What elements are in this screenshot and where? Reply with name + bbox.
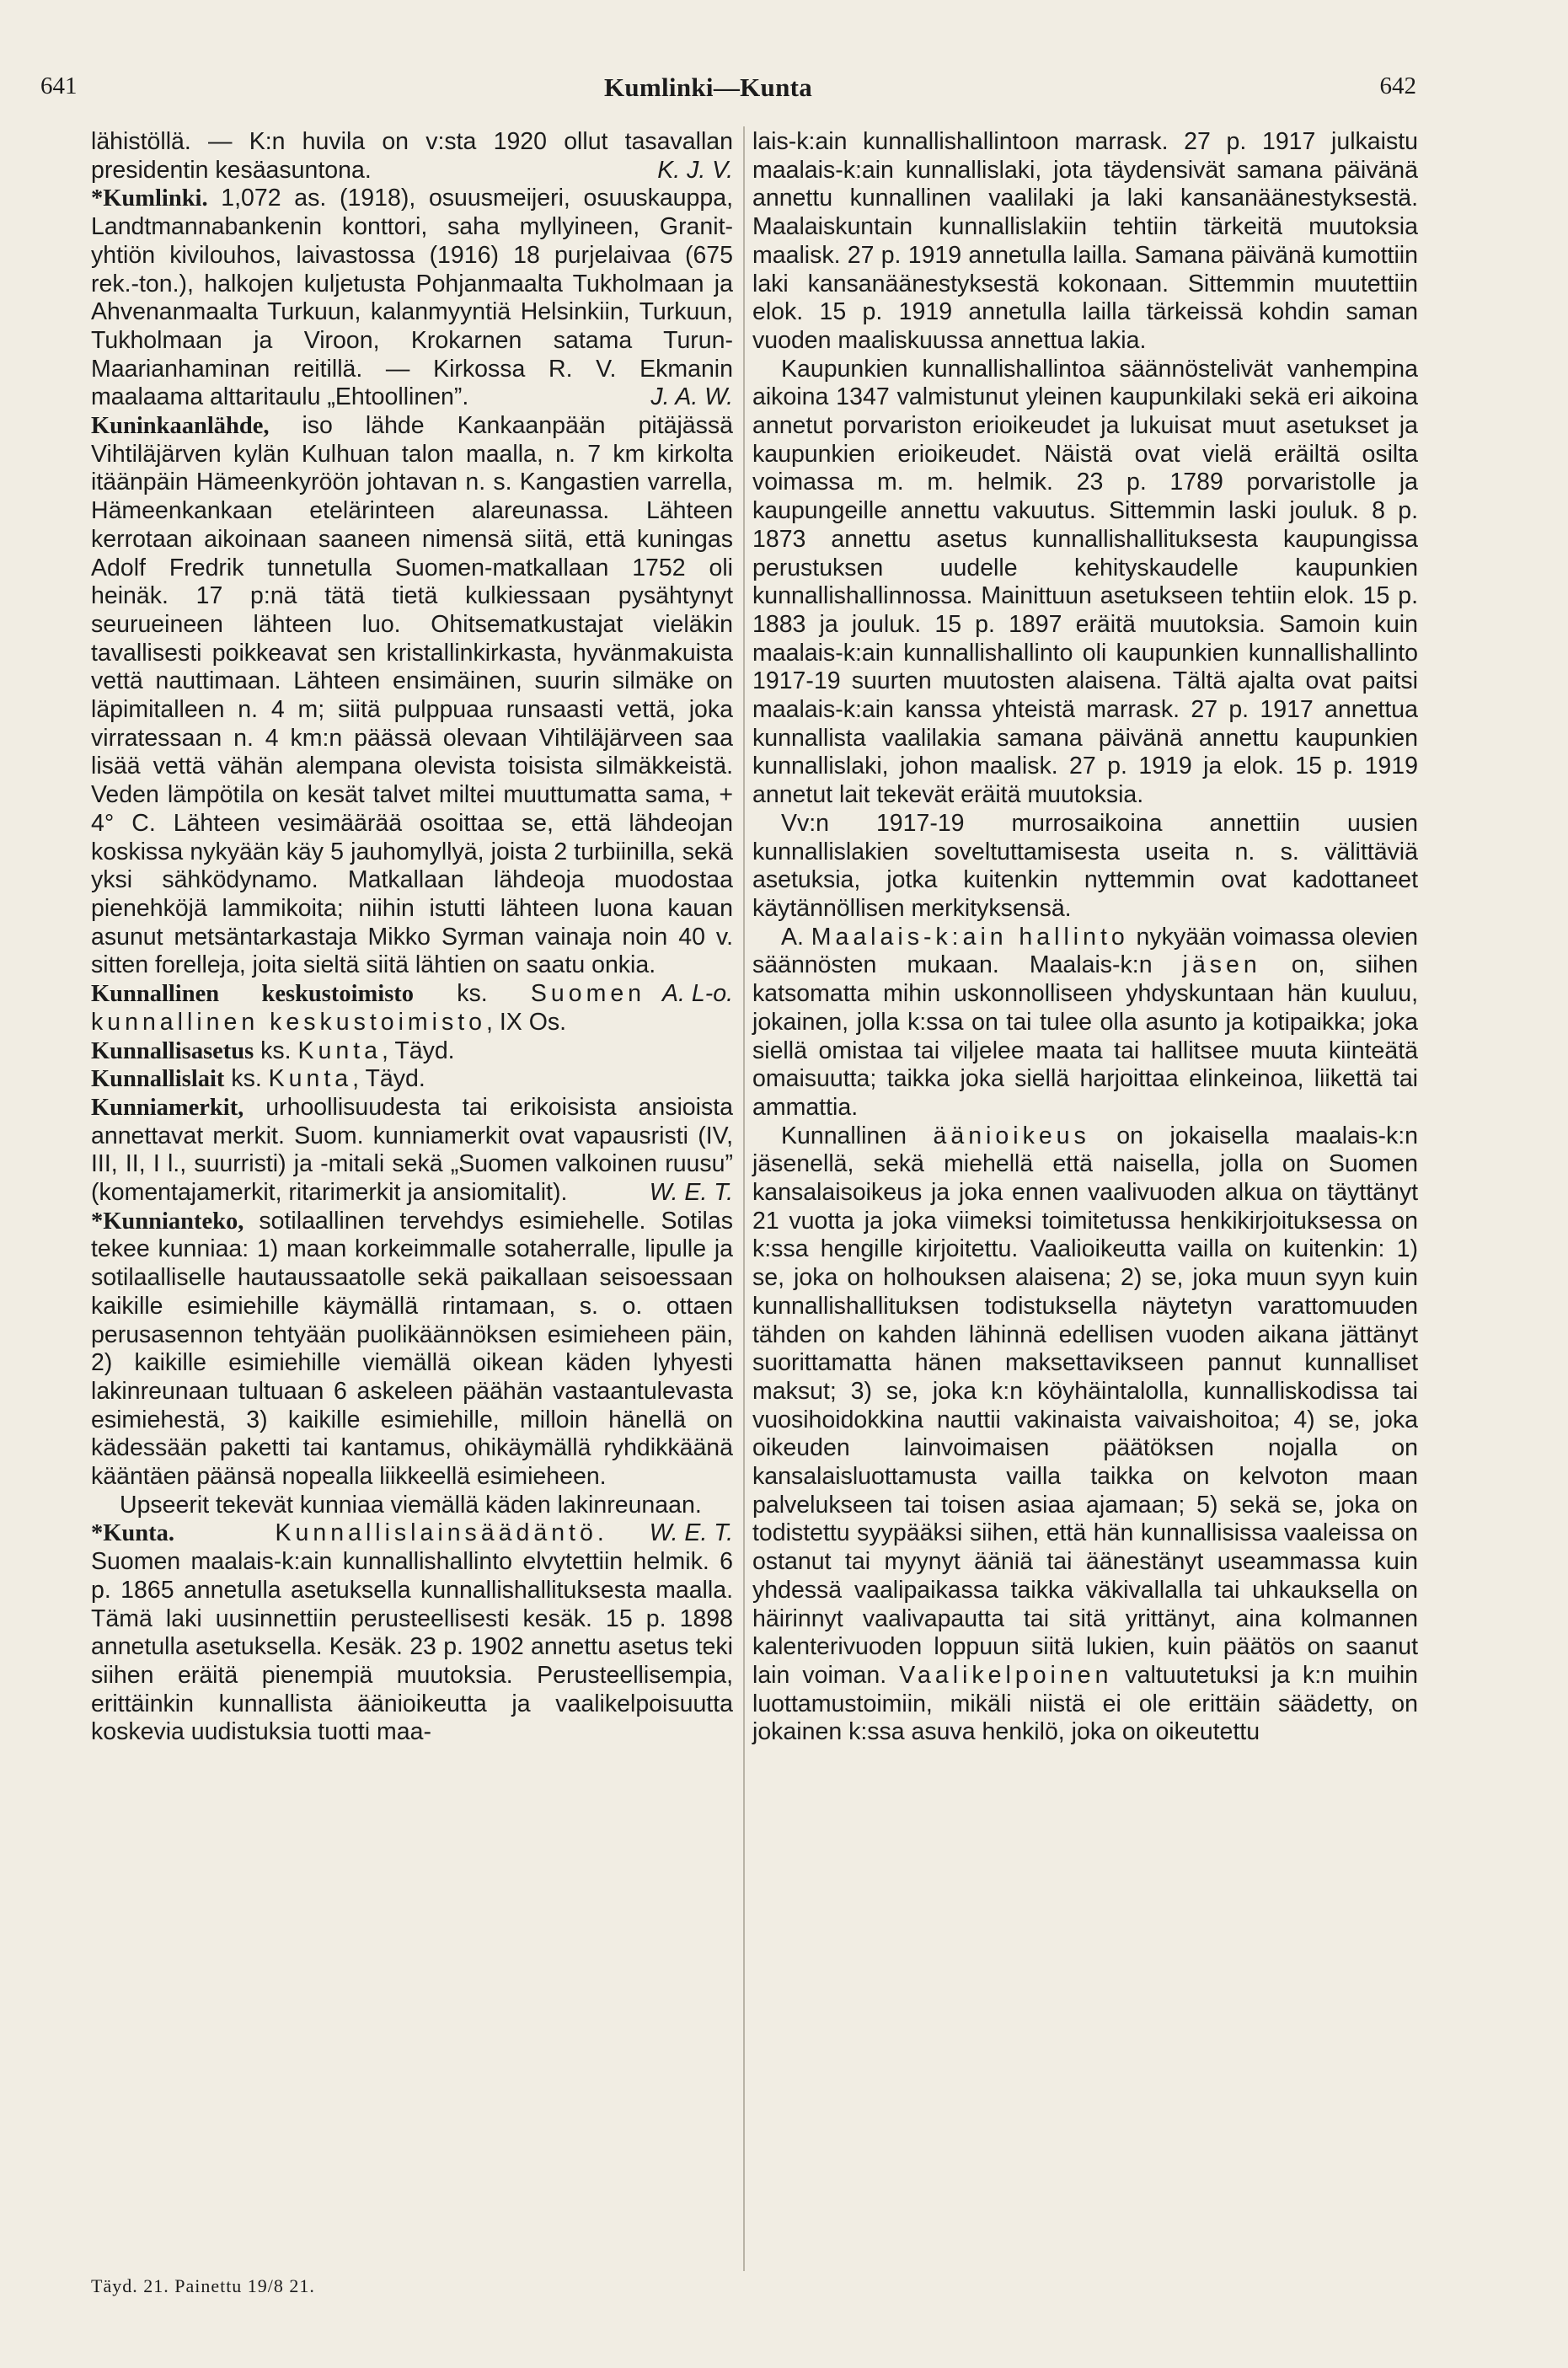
kunta-paragraph-3: Vv:n 1917-19 murrosaikoina annettiin uusien kunnallislakien soveltuttamisesta useita n. s. välittäviä asetuksia, jotka kuitenkin nyttemmin ovat kadottaneet käytännöllisen merkityksensä. xyxy=(752,809,1418,922)
signature: J. A. W. xyxy=(650,383,733,411)
page-number-left: 641 xyxy=(40,72,78,99)
signature: W. E. T. xyxy=(649,1179,733,1207)
headword: *Kunta. xyxy=(91,1520,174,1547)
kunta-paragraph-4: A. Maalais-k:ain hallinto nykyään voimassa olevien säännösten mukaan. Maalais-k:n jäsen on, siihen katsomatta mihin uskonnolliseen yhdyskuntaan hän kuuluu, jokainen, jolla k:ssa on tai tulee olla asunto ja kotipaikka; joka siellä omistaa tai viljelee maata tai hallitsee muuta kiinteätä omaisuutta; taikka joka siellä harjoittaa elinkeinoa, liikettä tai ammattia. xyxy=(752,923,1418,1121)
page-number-right: 642 xyxy=(1379,72,1416,99)
column-divider xyxy=(743,126,745,2271)
kunta-paragraph-2: Kaupunkien kunnallishallintoa säännöstelivät vanhempina aikoina 1347 valmistunut yleinen kaupunkilaki sekä eri aikoina annetut porvariston erioikeudet ja lukuisat muut asetukset ja kaupunkien erioikeudet. Näistä ovat vielä eräiltä osilta voimassa m. m. helmik. 23 p. 1789 porvaristolle ja kaupungeille annettu vakuutus. Sittemmin laski jouluk. 8 p. 1873 annettu asetus kunnallishallituksesta kaupungissa perustuksen uudelle kehityskaudelle kaupunkien kunnallishallinnossa. Mainittuun asetukseen tehtiin elok. 15 p. 1883 ja jouluk. 15 p. 1897 eräitä muutoksia. Samoin kuin maalais-k:ain kunnallishallinto oli kaupunkien kunnallishallinto 1917-19 suurten muutosten alaisena. Tältä ajalta ovat paitsi maalais-k:ain kanssa yhteistä marrask. 27 p. 1917 annettua kunnallista vaalilakia samana päivänä annettu kaupunkien kunnallislaki, johon maalisk. 27 p. 1919 ja elok. 15 p. 1919 annetut lait tekevät eräitä muutoksia. xyxy=(752,355,1418,809)
kunta-paragraph-1: lais-k:ain kunnallishallintoon marrask. 27 p. 1917 julkaistu maalais-k:ain kunnallislaki, jota täydensivät samana päivänä annettu kunnallinen vaalilaki ja laki kansanäänestyksestä. Maalaiskuntain kunnallislakiin tehtiin tärkeitä muutoksia maalisk. 27 p. 1919 annetulla lailla. Samana päivänä kumottiin laki kansanäänestyksestä kokonaan. Sittemmin muutettiin elok. 15 p. 1919 annetulla lailla tärkeissä kohdin saman vuoden maaliskuussa annettua lakia. xyxy=(752,128,1418,354)
signature: K. J. V. xyxy=(657,156,733,184)
entry-kunnallislait: Kunnallislait ks. Kunta, Täyd. xyxy=(91,1065,425,1093)
footer-print-note: Täyd. 21. Painettu 19/8 21. xyxy=(91,2275,315,2296)
headword: Kunnallisasetus xyxy=(91,1037,254,1064)
entry-kumlinki: *Kumlinki. 1,072 as. (1918), osuusmeijeri, osuuskauppa, Landtmannabankenin konttori, saha myllyineen, Granit-yhtiön kivilouhos, laivastossa (1916) 18 purjelaivaa (675 rek.-ton.), halkojen kuljetusta Pohjanmaalta Tukholmaan ja Ahvenanmaalta Turkuun, kalanmyyntiä Helsinkiin, Turkuun, Tukholmaan ja Viroon, Krokarnen satama Turun-Maarianhaminan reitillä. — Kirkossa R. V. Ekmanin maalaama alttaritaulu „Ehtoollinen”. J. A. W. xyxy=(91,185,733,411)
kunta-paragraph-5: Kunnallinen äänioikeus on jokaisella maalais-k:n jäsenellä, sekä miehellä että naisella, jolla on Suomen kansalaisoikeus ja joka ennen vaalivuoden alkua on täyttänyt 21 vuotta ja joka viimeksi toimitetussa henkikirjoituksessa on k:ssa hengille kirjoitettu. Vaalioikeutta vailla on kuitenkin: 1) se, joka on holhouksen alaisena; 2) se, joka muun syyn kuin kunnallishallituksen todistuksella näytetyn varattomuuden tähden on kahden lähinnä edellisen vuoden aikana jättänyt suorittamatta hänen maksettavikseen pannut kunnalliset maksut; 3) se, joka k:n köyhäintalolla, kunnalliskodissa tai vuosihoidokkina nauttii vakinaista vaivaishoitoa; 4) se, joka oikeuden lainvoimaisen päätöksen nojalla on kansalaisluottamusta vailla taikka on kelvoton maan palvelukseen tai toisen asiaa ajamaan; 5) sekä se, joka on todistettu syypääksi siihen, että hän kunnallisissa vaaleissa on ostanut tai myynyt ääniä tai äänestänyt useammassa kuin yhdessä vaalipaikassa taikka väkivallalla tai uhkauksella on häirinnyt vaalivapautta tai sitä yrittänyt, aina kolmannen kalenterivuoden loppuun siitä lukien, kuin päätös on saanut lain voiman. Vaalikelpoinen valtuutetuksi ja k:n muihin luottamustoimiin, mikäli niistä ei ole erittäin säädetty, on jokainen k:ssa asuva henkilö, joka on oikeutettu xyxy=(752,1122,1418,1746)
headword: Kunnallislait xyxy=(91,1066,225,1093)
signature: W. E. T. xyxy=(649,1519,733,1547)
running-head: Kumlinki—Kunta xyxy=(603,72,813,102)
right-column xyxy=(752,128,1418,1747)
entry-kuninkaanlahde: Kuninkaanlähde, iso lähde Kankaanpään pitäjässä Vihtiläjärven kylän Kulhuan talon maalla, n. 7 km kirkolta itäänpäin Hämeenkyröön johtavan n. s. Kangastien varrella, Hämeenkankaan etelärinteen alareunassa. Lähteen kerrotaan aikoinaan saaneen nimensä siitä, että kuningas Adolf Fredrik tunnetulla Suomen-matkallaan 1752 oli heinäk. 17 p:nä tätä tietä kulkiessaan pysähtynyt seurueineen lähteen luo. Ohitsematkustajat vieläkin tavallisesti poikkeavat sen kristallinkirkasta, hyvänmakuista vettä nauttimaan. Lähteen ensimäinen, suurin silmäke on läpimitalleen n. 4 m; siitä pulppuaa runsaasti vettä, joka virratessaan n. 4 km:n päässä olevaan Vihtiläjärveen saa lisää vettä vähän alempana olevista toisista silmäkkeistä. Veden lämpötila on kesät talvet miltei muuttumatta sama, + 4° C. Lähteen vesimäärää osoittaa se, että lähdeojan koskissa nykyään käy 5 jauhomyllyä, joista 2 turbiinilla, sekä yksi sähködynamo. Matkallaan lähdeoja muodostaa pienehköjä lammikoita; niihin istutti lähteen luona kauan asunut metsäntarkastaja Mikko Syrman vainaja noin 40 v. sitten forelleja, joita sieltä siitä lähtien on saatu onkia. A. L-o. xyxy=(91,412,733,1008)
entry-kunnianteko-officers: Upseerit tekevät kunniaa viemällä käden lakinreunaan. W. E. T. xyxy=(120,1491,733,1547)
entry-kunnallinen-keskustoimisto: Kunnallinen keskustoimisto ks. Suomen kunnallinen keskustoimisto, IX Os. xyxy=(91,980,646,1036)
entry-kunta: *Kunta. Kunnallislainsäädäntö. Suomen maalais-k:ain kunnallishallinto elvytettiin helmik. 6 p. 1865 annetulla asetuksella kunnallishallituksesta maalla. Tämä laki uusinnettiin perusteellisesti kesäk. 15 p. 1898 annetulla asetuksella. Kesäk. 23 p. 1902 annettu asetus teki siihen eräitä pienempiä muutoksia. Perusteellisempia, erittäinkin kunnallista äänioikeutta ja vaalikelpoisuutta koskevia uudistuksia tuotti maa- xyxy=(91,1519,733,1746)
entry-kunnallisasetus: Kunnallisasetus ks. Kunta, Täyd. xyxy=(91,1037,455,1064)
signature: A. L-o. xyxy=(662,980,733,1008)
entry-kunnianteko: *Kunnianteko, sotilaallinen tervehdys esimiehelle. Sotilas tekee kunniaa: 1) maan korkeimmalle sotaherralle, lipulle ja sotilaalliselle hautaussaatolle sekä paikallaan seisoessaan kaikille esimiehille käymällä rintamaan, s. o. ottaen perusasennon tehtyään puolikäännöksen esimieheen päin, 2) kaikille esimiehille viemällä oikean käden lyhyesti lakinreunaan tultuaan 6 askeleen päähän vastaantulevasta esimiehestä, 3) kaikille esimiehille, milloin hänellä on kädessään paketti tai kantamus, ohikäymällä ryhdikkäänä kääntäen päänsä nopealla liikkeellä esimieheen. xyxy=(91,1207,733,1491)
entry-kunniamerkit: Kunniamerkit, urhoollisuudesta tai erikoisista ansioista annettavat merkit. Suom. kunniamerkit ovat vapausristi (IV, III, II, I l., suurristi) ja -mitali sekä „Suomen valkoinen ruusu” (komentajamerkit, ritarimerkit ja ansiomitalit). W. E. T. xyxy=(91,1093,733,1207)
headword: Kunniamerkit, xyxy=(91,1094,244,1121)
headword: *Kumlinki. xyxy=(91,185,208,212)
headword: Kuninkaanlähde, xyxy=(91,413,270,440)
headword: Kunnallinen keskustoimisto xyxy=(91,981,415,1008)
entry-kumlinki-end: lähistöllä. — K:n huvila on v:sta 1920 ollut tasavallan presidentin kesäasuntona. K. J. V. xyxy=(91,128,733,184)
headword: *Kunnianteko, xyxy=(91,1208,244,1235)
left-column xyxy=(91,128,733,1747)
